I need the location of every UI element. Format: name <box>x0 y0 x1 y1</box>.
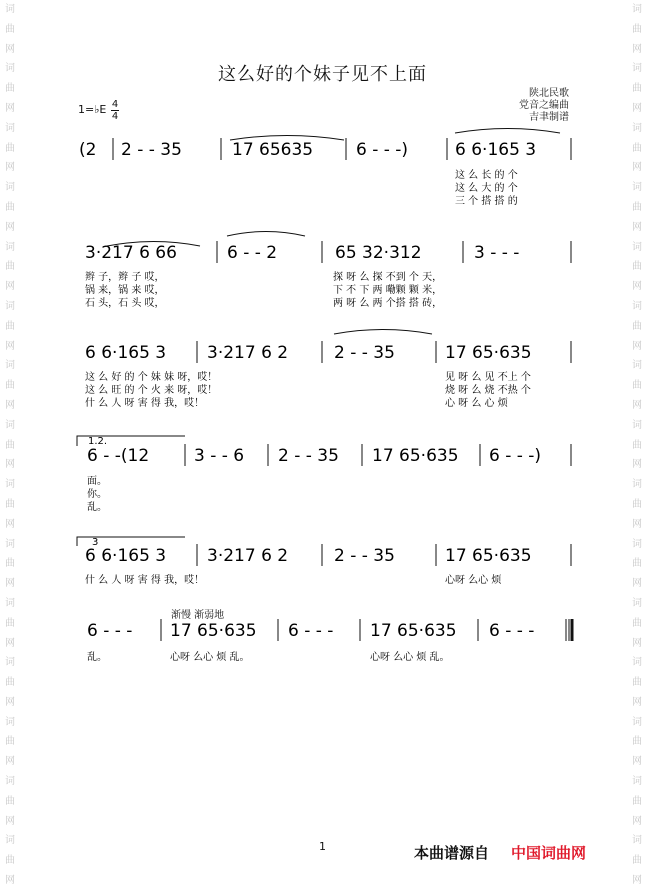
watermark-char: 曲 <box>632 380 642 392</box>
note-group: 6 - - -) <box>489 446 542 466</box>
watermark-char: 曲 <box>632 795 642 807</box>
note-group: 3·217 6 2 <box>207 343 289 363</box>
watermark-char: 网 <box>5 281 15 293</box>
watermark-char: 词 <box>632 300 642 312</box>
watermark-char: 曲 <box>5 83 15 95</box>
lyric-line: 乱。 <box>87 652 107 663</box>
watermark-char: 网 <box>5 102 15 114</box>
watermark-char: 网 <box>632 578 642 590</box>
watermark-char: 词 <box>5 716 15 728</box>
watermark-char: 网 <box>5 459 15 471</box>
watermark-char: 网 <box>632 875 642 887</box>
note-group: 2 - - 35 <box>334 546 395 566</box>
watermark-char: 曲 <box>5 201 15 213</box>
watermark-char: 词 <box>632 776 642 788</box>
watermark-char: 曲 <box>5 320 15 332</box>
watermark-char: 曲 <box>632 855 642 867</box>
watermark-char: 曲 <box>632 677 642 689</box>
watermark-char: 词 <box>5 419 15 431</box>
watermark-char: 曲 <box>5 23 15 35</box>
note-group: 65 32·312 <box>335 243 422 263</box>
slur <box>227 232 305 237</box>
watermark-char: 词 <box>632 122 642 134</box>
watermark-char: 网 <box>5 696 15 708</box>
lyric-line: 见 呀 么 见 不上 个 <box>445 372 531 383</box>
credit-arranger: 党音之编曲 <box>519 100 569 111</box>
watermark-char: 网 <box>5 399 15 411</box>
watermark-char: 网 <box>5 875 15 887</box>
lyric-line: 心呀 么心 烦 乱。 <box>370 652 450 663</box>
watermark-char: 网 <box>632 637 642 649</box>
note-group: 2 - - 35 <box>121 140 182 160</box>
page-title: 这么好的个妹子见不上面 <box>218 64 427 85</box>
watermark-char: 词 <box>5 776 15 788</box>
watermark-char: 网 <box>632 102 642 114</box>
watermark-char: 词 <box>5 300 15 312</box>
watermark-char: 词 <box>632 597 642 609</box>
lyric-line: 烧 呀 么 烧 不热 个 <box>445 385 531 396</box>
note-group: 3 - - - <box>474 243 520 263</box>
watermark-char: 词 <box>632 716 642 728</box>
page-number: 1 <box>319 840 326 853</box>
watermark-char: 词 <box>632 4 642 15</box>
watermark-char: 曲 <box>5 736 15 748</box>
note-group: (2 <box>79 140 97 160</box>
note-group: 6 - - 2 <box>227 243 278 263</box>
watermark-char: 网 <box>632 399 642 411</box>
watermark-char: 词 <box>632 479 642 491</box>
watermark-char: 网 <box>632 340 642 352</box>
watermark-char: 曲 <box>632 498 642 510</box>
source-credit <box>414 842 586 863</box>
watermark-char: 词 <box>632 538 642 550</box>
watermark-char: 词 <box>5 479 15 491</box>
watermark-char: 曲 <box>5 795 15 807</box>
watermark-char: 词 <box>5 835 15 847</box>
watermark-char: 网 <box>5 637 15 649</box>
watermark-char: 网 <box>5 162 15 174</box>
note-group: 6 6·165 3 <box>85 343 167 363</box>
note-group: 17 65·635 <box>372 446 459 466</box>
volta-label: 3 <box>92 537 99 548</box>
lyric-line: 什 么 人 呀 害 得 我，哎！ <box>85 398 205 409</box>
watermark-char: 网 <box>632 281 642 293</box>
watermark-char: 网 <box>632 756 642 768</box>
watermark-char: 词 <box>5 597 15 609</box>
note-group: 6 - - -) <box>356 140 409 160</box>
watermark-char: 词 <box>5 538 15 550</box>
lyric-line: 心呀 么心 烦 <box>445 575 502 586</box>
note-group: 3·217 6 66 <box>85 243 177 263</box>
watermark-char: 词 <box>5 182 15 194</box>
watermark-char: 词 <box>632 835 642 847</box>
lyric-line: 石 头，石 头 哎， <box>85 298 165 309</box>
watermark-char: 曲 <box>632 439 642 451</box>
watermark-char: 曲 <box>5 677 15 689</box>
watermark-char: 曲 <box>5 439 15 451</box>
watermark-char: 网 <box>5 340 15 352</box>
watermark-char: 曲 <box>632 201 642 213</box>
watermark-char: 网 <box>5 518 15 530</box>
watermark-char: 曲 <box>5 498 15 510</box>
watermark-char: 曲 <box>632 142 642 154</box>
watermark-char: 词 <box>632 360 642 372</box>
time-signature-bottom: 4 <box>111 111 119 122</box>
source-site: 中国词曲网 <box>511 844 587 862</box>
watermark-char: 曲 <box>5 261 15 273</box>
lyric-line: 你。 <box>87 489 107 500</box>
watermark-char: 网 <box>632 43 642 55</box>
lyric-line: 这 么 旺 的 个 火 来 呀，哎！ <box>85 385 218 396</box>
source-prefix: 本曲谱源自 <box>414 844 490 862</box>
watermark-char: 曲 <box>632 558 642 570</box>
note-group: 17 65·635 <box>170 621 257 641</box>
watermark-char: 网 <box>5 815 15 827</box>
watermark-char: 词 <box>5 4 15 15</box>
note-group: 6 6·165 3 <box>455 140 537 160</box>
watermark-char: 曲 <box>5 617 15 629</box>
watermark-char: 曲 <box>5 142 15 154</box>
watermark-char: 网 <box>632 221 642 233</box>
note-group: 6 - - - <box>288 621 334 641</box>
note-group: 17 65·635 <box>445 546 532 566</box>
note-group: 6 - - - <box>87 621 133 641</box>
note-group: 2 - - 35 <box>334 343 395 363</box>
lyric-line: 锅 来，锅 来 哎， <box>85 285 165 296</box>
lyric-line: 三 个 搭 搭 的 <box>455 196 518 207</box>
watermark-char: 网 <box>632 459 642 471</box>
note-group: 6 - - - <box>489 621 535 641</box>
watermark-char: 词 <box>5 122 15 134</box>
watermark-char: 曲 <box>632 736 642 748</box>
lyric-line: 探 呀 么 探 不到 个 天， <box>333 272 443 283</box>
watermark-char: 曲 <box>632 261 642 273</box>
lyric-line: 心 呀 么 心 烦 <box>445 398 508 409</box>
lyric-line: 面。 <box>87 476 107 487</box>
watermark-char: 曲 <box>632 617 642 629</box>
lyric-line: 心呀 么心 烦 乱。 <box>170 652 250 663</box>
slur <box>455 129 560 134</box>
watermark-char: 网 <box>632 518 642 530</box>
watermark-char: 网 <box>5 221 15 233</box>
watermark-char: 网 <box>632 162 642 174</box>
watermark-char: 曲 <box>5 380 15 392</box>
time-signature-top: 4 <box>111 99 119 110</box>
lyric-line: 这 么 好 的 个 妹 妹 呀，哎！ <box>85 372 218 383</box>
watermark-char: 网 <box>632 815 642 827</box>
watermark-char: 网 <box>5 43 15 55</box>
lyric-line: 这 么 长 的 个 <box>455 170 518 181</box>
watermark-char: 词 <box>632 182 642 194</box>
credit-transcriber: 吉聿制谱 <box>529 112 569 123</box>
watermark-char: 曲 <box>632 23 642 35</box>
volta-label: 1.2. <box>88 436 108 447</box>
watermark-char: 网 <box>5 578 15 590</box>
note-group: 3 - - 6 <box>194 446 245 466</box>
lyric-line: 下 不 下 两 嘞颗 颗 米， <box>333 285 443 296</box>
watermark-char: 词 <box>5 241 15 253</box>
watermark-char: 曲 <box>632 320 642 332</box>
watermark-char: 曲 <box>5 558 15 570</box>
note-group: 17 65635 <box>232 140 314 160</box>
lyric-line: 什 么 人 呀 害 得 我，哎！ <box>85 575 205 586</box>
watermark-char: 词 <box>5 63 15 75</box>
note-group: 6 - -(12 <box>87 446 150 466</box>
note-group: 6 6·165 3 <box>85 546 167 566</box>
watermark-char: 曲 <box>5 855 15 867</box>
watermark-char: 曲 <box>632 83 642 95</box>
lyric-line: 两 呀 么 两 个搭 搭 砖， <box>333 298 443 309</box>
note-group: 3·217 6 2 <box>207 546 289 566</box>
watermark-char: 词 <box>632 419 642 431</box>
note-group: 2 - - 35 <box>278 446 339 466</box>
watermark-char: 词 <box>632 657 642 669</box>
watermark-char: 词 <box>632 63 642 75</box>
tempo-marking: 渐慢 渐弱地 <box>171 610 225 621</box>
lyric-line: 辫 子，辫 子 哎， <box>85 272 165 283</box>
note-group: 17 65·635 <box>445 343 532 363</box>
watermark-char: 词 <box>5 360 15 372</box>
watermark-char: 网 <box>5 756 15 768</box>
lyric-line: 乱。 <box>87 502 107 513</box>
credit-origin: 陕北民歌 <box>529 88 569 99</box>
watermark-char: 词 <box>5 657 15 669</box>
slur <box>334 330 432 335</box>
key-signature: 1=♭E <box>78 103 107 116</box>
lyric-line: 这 么 大 的 个 <box>455 183 518 194</box>
watermark-char: 网 <box>632 696 642 708</box>
note-group: 17 65·635 <box>370 621 457 641</box>
watermark-char: 词 <box>632 241 642 253</box>
